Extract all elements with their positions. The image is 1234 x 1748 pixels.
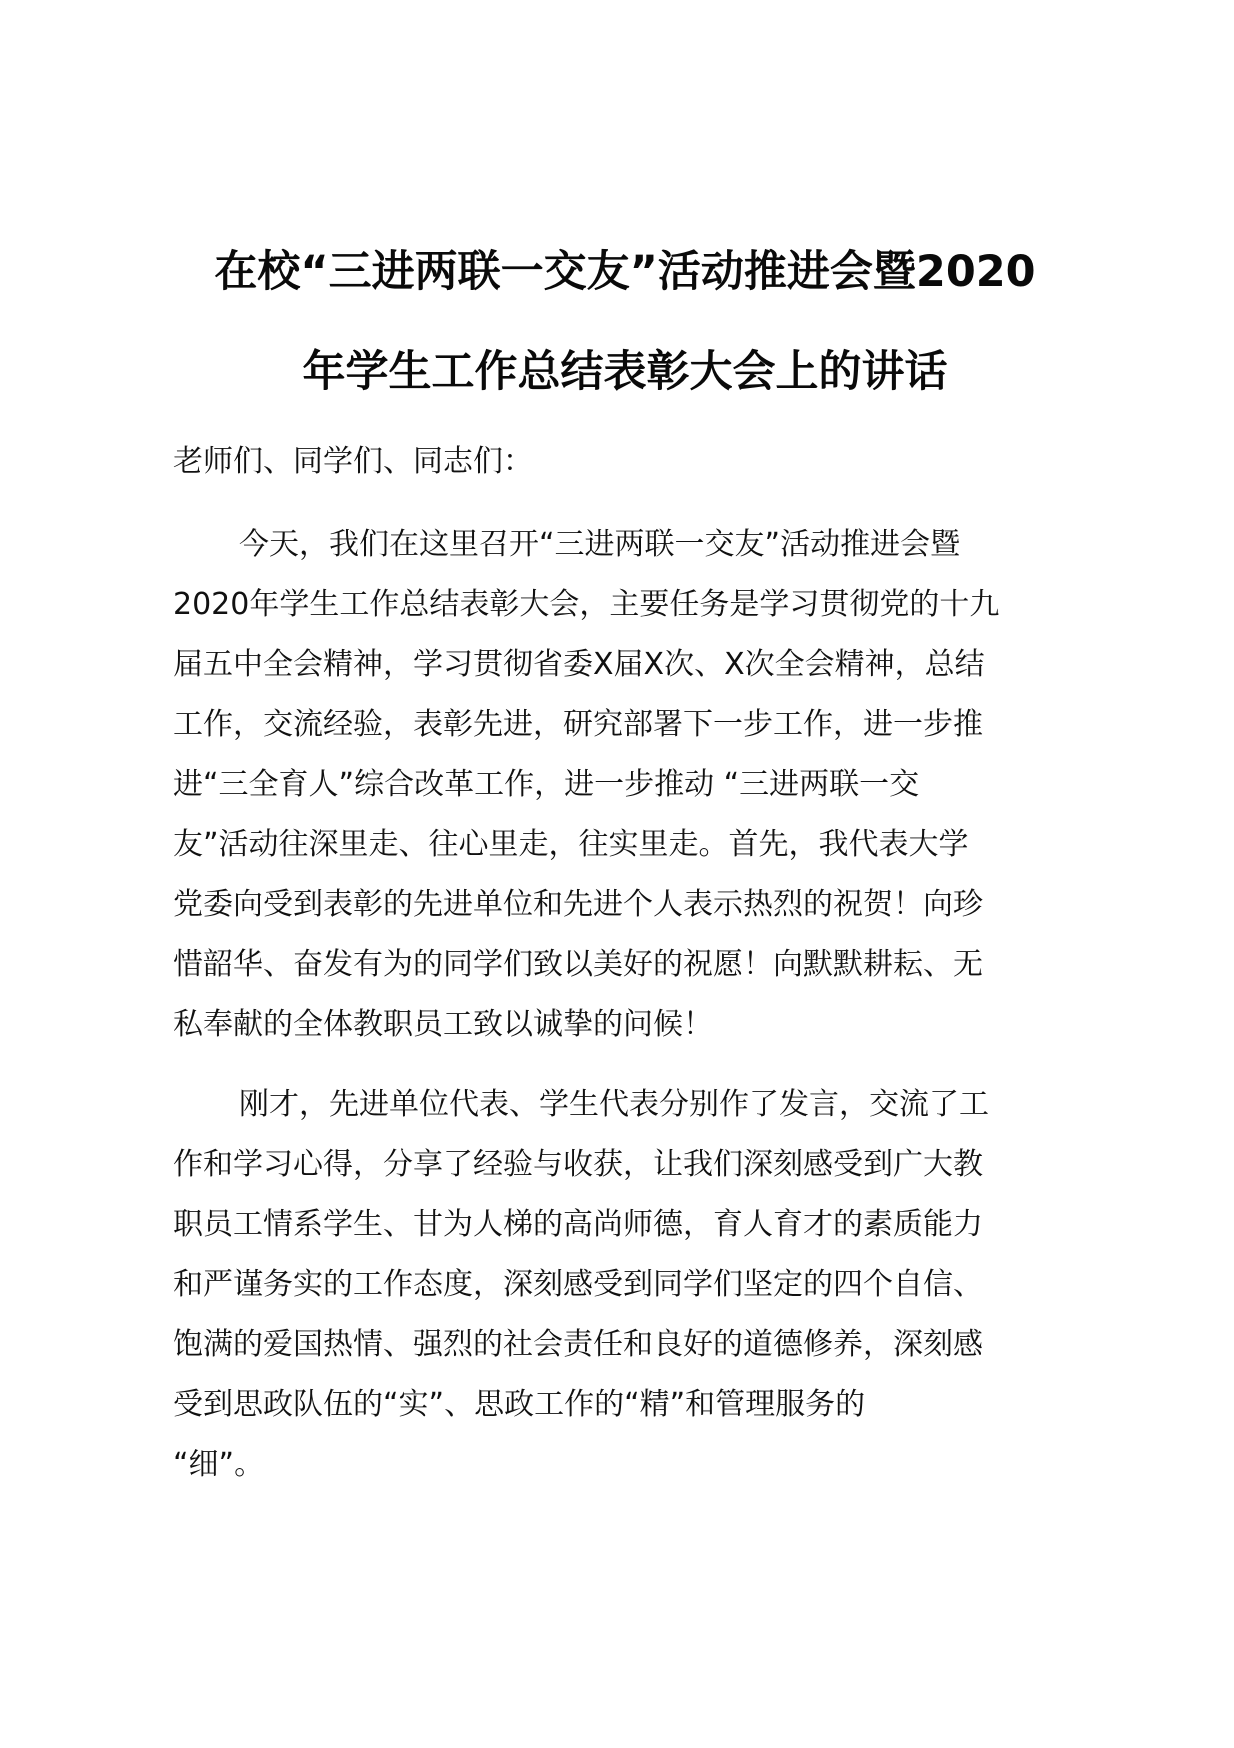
paragraph-line: 饱满的爱国热情、强烈的社会责任和良好的道德修养，深刻感 [173,1327,983,1362]
paragraph-line: 私奉献的全体教职员工致以诚挚的问候！ [173,1007,713,1042]
paragraph-line: 工作，交流经验，表彰先进，研究部署下一步工作，进一步推 [173,707,983,742]
paragraph-line: 和严谨务实的工作态度，深刻感受到同学们坚定的四个自信、 [173,1267,983,1302]
paragraph-line: 今天，我们在这里召开“三进两联一交友”活动推进会暨 [239,527,961,562]
paragraph-line: 职员工情系学生、甘为人梯的高尚师德，育人育才的素质能力 [173,1207,983,1242]
paragraph-opening [173,515,1093,1055]
paragraph-line: 2020年学生工作总结表彰大会，主要任务是学习贯彻党的十九 [173,587,1000,622]
salutation: 老师们、同学们、同志们： [173,444,533,479]
paragraph-line: 惜韶华、奋发有为的同学们致以美好的祝愿！向默默耕耘、无 [173,947,983,982]
paragraph-line: 友”活动往深里走、往心里走，往实里走。首先，我代表大学 [173,827,969,862]
title-line: 年学生工作总结表彰大会上的讲话 [302,347,948,397]
paragraph-line: 党委向受到表彰的先进单位和先进个人表示热烈的祝贺！向珍 [173,887,983,922]
document-title [160,222,1090,422]
paragraph-line: 刚才，先进单位代表、学生代表分别作了发言，交流了工 [239,1087,989,1122]
paragraph-reflection [173,1075,1093,1495]
title-line: 在校“三进两联一交友”活动推进会暨2020 [214,247,1036,297]
paragraph-line: 届五中全会精神，学习贯彻省委X届X次、X次全会精神，总结 [173,647,985,682]
paragraph-line: 进“三全育人”综合改革工作，进一步推动 “三进两联一交 [173,767,920,802]
paragraph-line: 受到思政队伍的“实”、思政工作的“精”和管理服务的 [173,1387,866,1422]
paragraph-line: 作和学习心得，分享了经验与收获，让我们深刻感受到广大教 [173,1147,983,1182]
paragraph-line: “细”。 [173,1447,265,1482]
